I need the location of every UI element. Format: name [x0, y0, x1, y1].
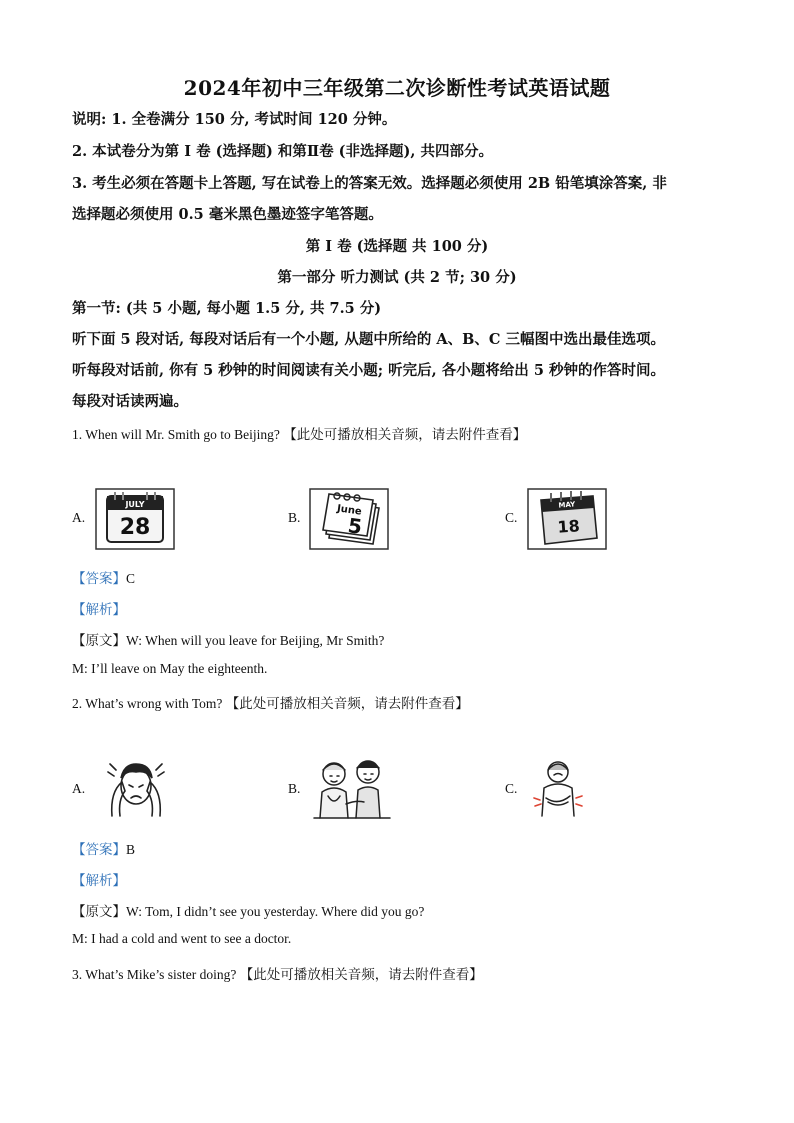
q2-transcript-1: [72, 900, 424, 920]
calendar-june-5-image[interactable]: [309, 488, 389, 550]
question-2-text: 2. What’s wrong with Tom? 【此处可播放相关音频，请去附件查看】: [72, 696, 469, 711]
q2-answer: [72, 838, 135, 858]
q1-transcript-2: M: I’ll leave on May the eighteenth.: [72, 661, 268, 676]
instruction-1: 听下面 5 段对话, 每段对话后有一个小题, 从题中所给的 A、B、C 三幅图中选出最佳选项。: [72, 331, 666, 348]
q2-option-b-label[interactable]: B.: [288, 781, 301, 796]
answer-tag: 【答案】: [72, 571, 126, 586]
headache-boy-image[interactable]: [100, 758, 172, 820]
q1-transcript-1-text: W: When will you leave for Beijing, Mr Smith?: [126, 633, 385, 648]
q2-transcript-2: M: I had a cold and went to see a doctor.: [72, 931, 292, 946]
calendar-may-18-image[interactable]: [527, 488, 607, 550]
q1-option-c-label[interactable]: C.: [505, 510, 518, 525]
note-4: 选择题必须使用 0.5 毫米黑色墨迹签字笔答题。: [72, 206, 383, 223]
q1-transcript-1: [72, 629, 384, 649]
q2-option-a-label[interactable]: A.: [72, 781, 86, 796]
q1-option-a-label[interactable]: A.: [72, 510, 86, 525]
q1-answer-value: C: [126, 571, 136, 586]
calendar-c-day: 18: [556, 516, 581, 537]
instruction-2: 听每段对话前, 你有 5 秒钟的时间阅读有关小题; 听完后, 各小题将给出 5 秒钟的作答时间。: [72, 362, 665, 379]
q1-analysis: [72, 598, 126, 618]
note-3: 3. 考生必须在答题卡上答题, 写在试卷上的答案无效。选择题必须使用 2B 铅笔填涂答案, 非: [72, 175, 667, 192]
original-tag: 【原文】: [72, 904, 126, 919]
instruction-3: 每段对话读两遍。: [72, 393, 188, 410]
q1-answer: [72, 567, 135, 587]
q2-analysis: [72, 869, 126, 889]
analysis-tag: 【解析】: [72, 873, 126, 888]
part-heading: 第一部分 听力测试 (共 2 节; 30 分): [277, 269, 517, 286]
answer-tag: 【答案】: [72, 842, 126, 857]
calendar-a-month: JULY: [125, 500, 145, 509]
calendar-b-month: June: [336, 503, 363, 518]
stomachache-boy-image[interactable]: [528, 758, 588, 820]
q2-transcript-1-text: W: Tom, I didn’t see you yesterday. Where did you go?: [126, 904, 425, 919]
analysis-tag: 【解析】: [72, 602, 126, 617]
calendar-july-28-image[interactable]: [95, 488, 175, 550]
original-tag: 【原文】: [72, 633, 126, 648]
volume-heading: 第 Ⅰ 卷 (选择题 共 100 分): [305, 238, 489, 255]
calendar-a-day: 28: [119, 515, 151, 540]
calendar-c-month: MAY: [558, 500, 576, 510]
q2-option-c-label[interactable]: C.: [505, 781, 518, 796]
section-heading: 第一节: (共 5 小题, 每小题 1.5 分, 共 7.5 分): [72, 300, 382, 317]
calendar-b-day: 5: [346, 513, 364, 539]
note-1: 说明: 1. 全卷满分 150 分, 考试时间 120 分钟。: [72, 111, 397, 128]
q2-answer-value: B: [126, 842, 136, 857]
note-2: 2. 本试卷分为第 Ⅰ 卷 (选择题) 和第Ⅱ卷 (非选择题), 共四部分。: [72, 143, 493, 160]
question-3-text: 3. What’s Mike’s sister doing? 【此处可播放相关音频，请去附件查看】: [72, 967, 483, 982]
page-title: 2024年初中三年级第二次诊断性考试英语试题: [183, 76, 611, 100]
question-1-text: 1. When will Mr. Smith go to Beijing? 【此处可播放相关音频，请去附件查看】: [72, 427, 527, 442]
q1-option-b-label[interactable]: B.: [288, 510, 301, 525]
doctor-visit-image[interactable]: [312, 756, 392, 820]
